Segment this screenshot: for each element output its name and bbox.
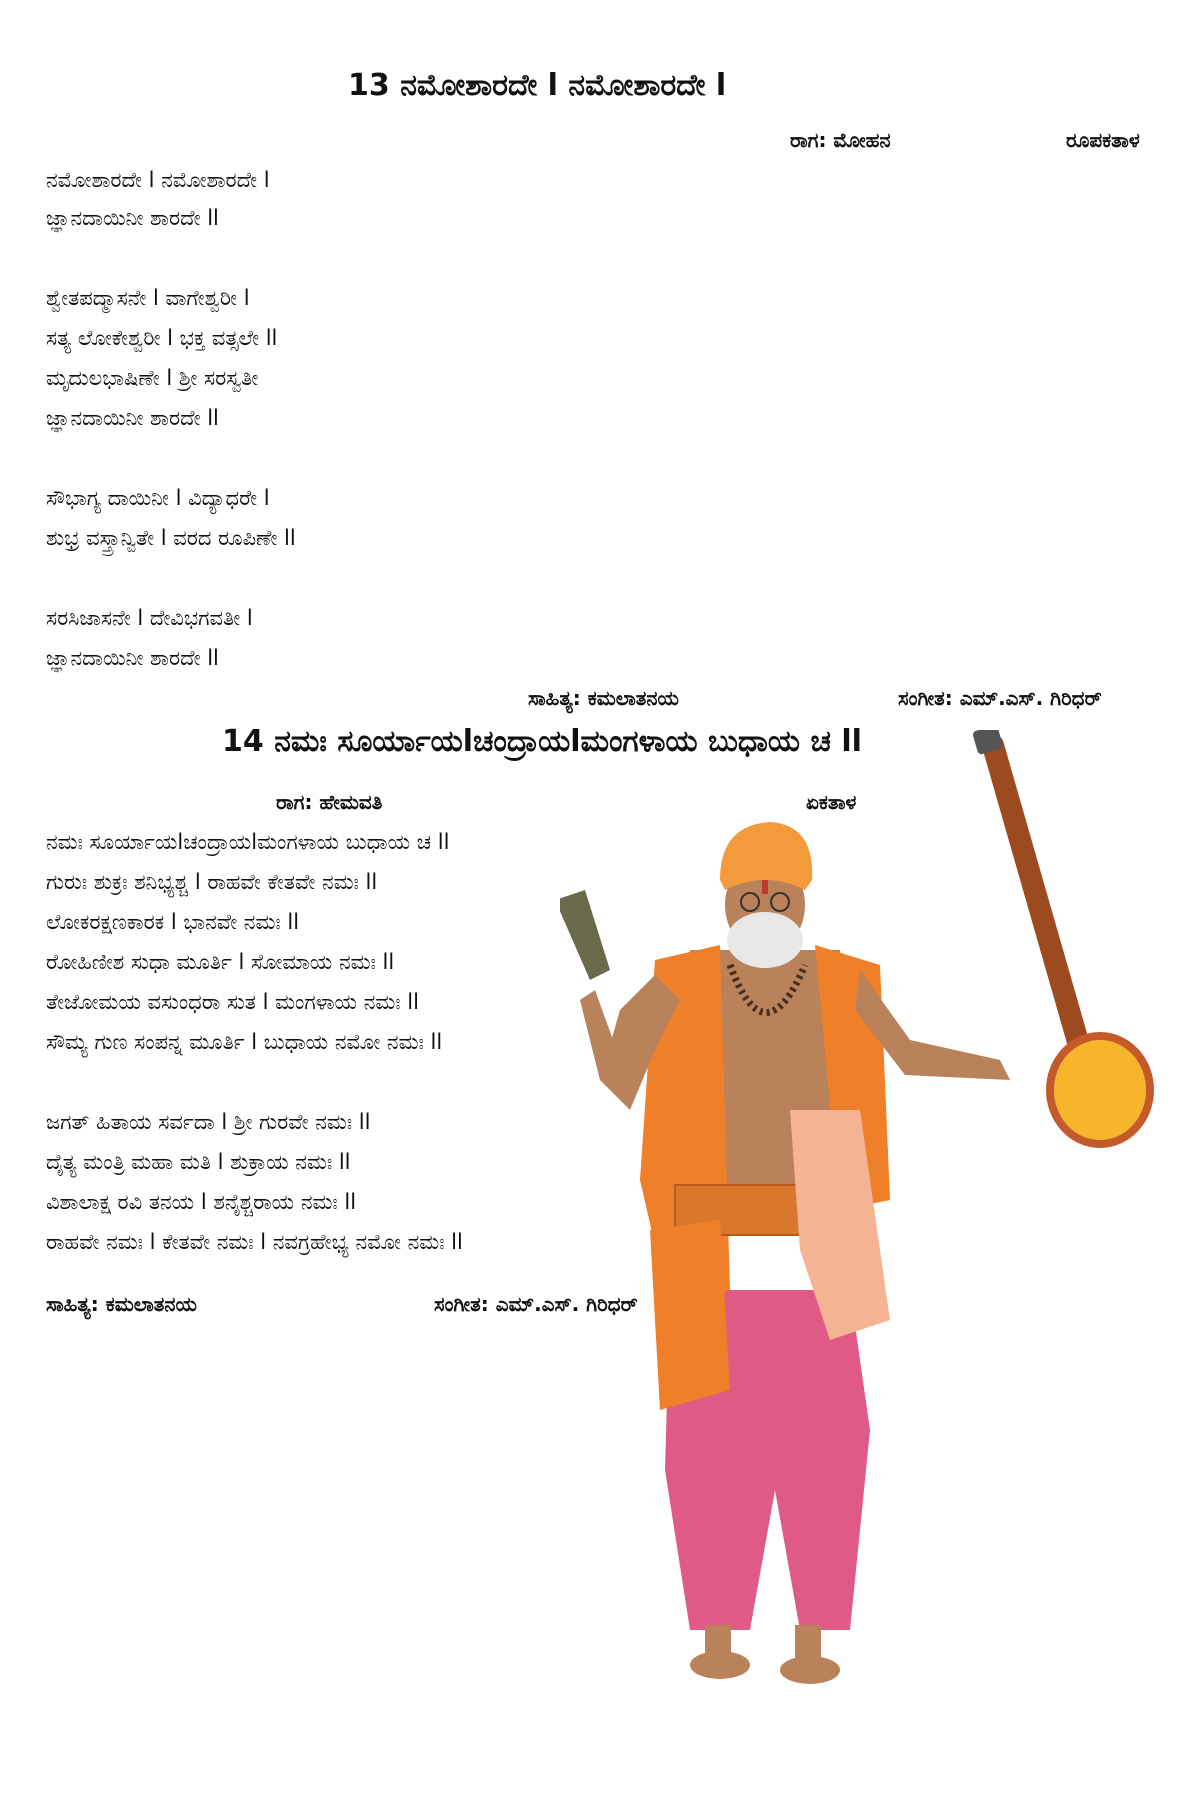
musician-figure-svg bbox=[560, 730, 1160, 1730]
song13-line: ಜ್ಞಾನದಾಯಿನೀ ಶಾರದೇ ll bbox=[46, 406, 219, 430]
song13-line: ಸತ್ಯ ಲೋಕೇಶ್ವರೀ l ಭಕ್ತ ವತ್ಸಲೇ ll bbox=[46, 326, 278, 350]
song13-raga: ರಾಗ: ಮೋಹನ bbox=[790, 128, 891, 152]
song14-line: ಗುರುಃ ಶುಕ್ರಃ ಶನಿಭ್ಯಶ್ಚ l ರಾಹವೇ ಕೇತವೇ ನಮಃ ll bbox=[46, 870, 378, 894]
song14-line: ದೈತ್ಯ ಮಂತ್ರಿ ಮಹಾ ಮತಿ l ಶುಕ್ರಾಯ ನಮಃ ll bbox=[46, 1150, 351, 1174]
left-ankle bbox=[705, 1625, 731, 1665]
tilak bbox=[762, 880, 768, 894]
song14-raga: ರಾಗ: ಹೇಮವತಿ bbox=[276, 790, 383, 814]
song13-line: ಜ್ಞಾನದಾಯಿನೀ ಶಾರದೇ ll bbox=[46, 646, 219, 670]
song14-line: ಜಗತ್ ಹಿತಾಯ ಸರ್ವದಾ l ಶ್ರೀ ಗುರವೇ ನಮಃ ll bbox=[46, 1110, 371, 1134]
song14-line: ಲೋಕರಕ್ಷಣಕಾರಕ l ಭಾನವೇ ನಮಃ ll bbox=[46, 910, 300, 934]
song14-title: 14 ನಮಃ ಸೂರ್ಯಾಯlಚಂದ್ರಾಯlಮಂಗಳಾಯ ಬುಧಾಯ ಚ ll bbox=[222, 724, 862, 759]
song13-tala: ರೂಪಕತಾಳ bbox=[1066, 128, 1140, 152]
musician-illustration bbox=[560, 730, 1160, 1730]
song13-line: ನಮೋಶಾರದೇ l ನಮೋಶಾರದೇ l bbox=[46, 168, 270, 192]
song13-sangeeta: ಸಂಗೀತ: ಎಮ್.ಎಸ್. ಗಿರಿಧರ್ bbox=[898, 686, 1102, 710]
turban bbox=[720, 822, 812, 890]
tambura-neck bbox=[980, 734, 1100, 1086]
song14-sahitya: ಸಾಹಿತ್ಯ: ಕಮಲಾತನಯ bbox=[46, 1292, 197, 1316]
song14-sangeeta: ಸಂಗೀತ: ಎಮ್.ಎಸ್. ಗಿರಿಧರ್ bbox=[434, 1292, 638, 1316]
song14-line: ರಾಹವೇ ನಮಃ l ಕೇತವೇ ನಮಃ l ನವಗ್ರಹೇಭ್ಯ ನಮೋ ನಮಃ ll bbox=[46, 1230, 463, 1254]
song14-line: ರೋಹಿಣೀಶ ಸುಧಾ ಮೂರ್ತಿ l ಸೋಮಾಯ ನಮಃ ll bbox=[46, 950, 395, 974]
beard bbox=[727, 912, 803, 968]
song13-sahitya: ಸಾಹಿತ್ಯ: ಕಮಲಾತನಯ bbox=[528, 686, 679, 710]
song14-line: ನಮಃ ಸೂರ್ಯಾಯlಚಂದ್ರಾಯlಮಂಗಳಾಯ ಬುಧಾಯ ಚ ll bbox=[46, 830, 450, 854]
song13-title: 13 ನಮೋಶಾರದೇ l ನಮೋಶಾರದೇ l bbox=[348, 68, 727, 103]
song14-line: ತೇಜೋಮಯ ವಸುಂಧರಾ ಸುತ l ಮಂಗಳಾಯ ನಮಃ ll bbox=[46, 990, 419, 1014]
song14-line: ವಿಶಾಲಾಕ್ಷ ರವಿ ತನಯ l ಶನೈಶ್ಚರಾಯ ನಮಃ ll bbox=[46, 1190, 357, 1214]
song14-tala: ಏಕತಾಳ bbox=[806, 790, 857, 814]
song13-line: ಸೌಭಾಗ್ಯ ದಾಯಿನೀ l ವಿದ್ಯಾಧರೇ l bbox=[46, 486, 270, 510]
song13-line: ಶ್ವೇತಪದ್ಮಾಸನೇ l ವಾಗೇಶ್ವರೀ l bbox=[46, 286, 250, 310]
right-ankle bbox=[795, 1625, 821, 1670]
tambura-gourd bbox=[1054, 1040, 1146, 1140]
song13-line: ಶುಭ್ರ ವಸ್ತ್ರಾನ್ವಿತೇ l ವರದ ರೂಪಿಣೇ ll bbox=[46, 526, 296, 550]
song13-line: ಸರಸಿಜಾಸನೇ l ದೇವಿಭಗವತೀ l bbox=[46, 606, 253, 630]
robe-drape bbox=[650, 1220, 730, 1410]
song13-line: ಜ್ಞಾನದಾಯಿನೀ ಶಾರದೇ ll bbox=[46, 206, 219, 230]
song13-line: ಮೃದುಲಭಾಷಿಣೇ l ಶ್ರೀ ಸರಸ್ವತೀ bbox=[46, 366, 259, 390]
held-object bbox=[560, 890, 610, 980]
song14-line: ಸೌಮ್ಯ ಗುಣ ಸಂಪನ್ನ ಮೂರ್ತಿ l ಬುಧಾಯ ನಮೋ ನಮಃ ll bbox=[46, 1030, 443, 1054]
